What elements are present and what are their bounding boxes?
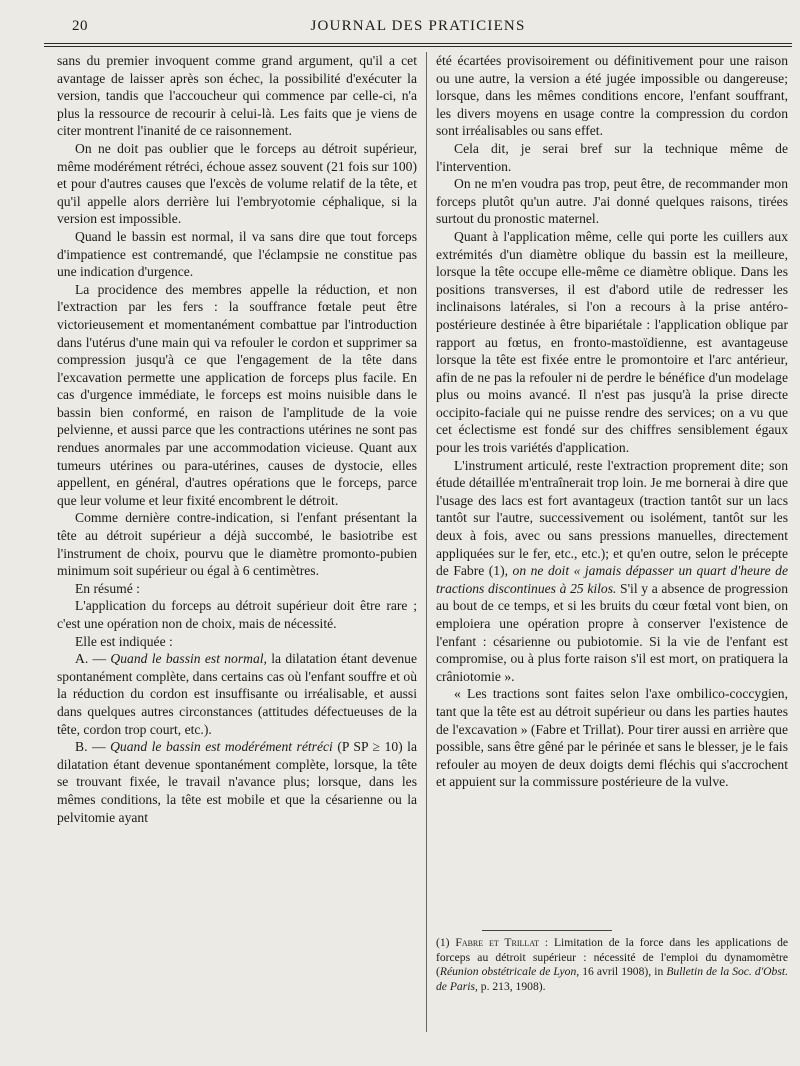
paragraph: L'application du forceps au détroit supérieur doit être rare ; c'est une opération non de choix, mais de nécessité.: [57, 598, 417, 631]
paragraph: Quant à l'application même, celle qui porte les cuillers aux extrémités d'un diamètre oblique du bassin est la meilleure, lorsque la tête occupe elle-même ce diamètre oblique. Dans les positions transverses, il est d'abord utile de redresser les inclinaisons latérales, si l'on a recours à la prise antéro-postérieure destinée à être bipariétale : l'application oblique par rapport au fœtus, en fronto-mastoïdienne, est avantageuse lorsque la tête est fixée entre le promontoire et l'arc antérieur, afin de ne pas la refouler ni de perdre le bénéfice d'un modelage plus ou moins avancé. Il n'est pas jusqu'à la prise directe occipito-faciale qui ne puisse rendre des services; on a vu que cet éclectisme est fondé sur des chiffres sensiblement égaux pour les trois variétés d'application.: [436, 228, 788, 456]
footnote-rule: [482, 930, 612, 931]
list-marker: B. —: [75, 739, 111, 755]
italic-quote: on ne doit « jamais dépasser un quart d'heure de tractions discontinues à 25 kilos.: [436, 563, 788, 596]
header-rule-bottom: [44, 46, 792, 47]
paragraph: « Les tractions sont faites selon l'axe ombilico-coccygien, tant que la tête est au détroit supérieur ou dans les parties hautes de l'excavation » (Fabre et Trillat). Pour tirer aussi en arrière que possible, sans être gêné par le périnée et sans le blesser, je le fais refouler au moyen de deux doigts demi fléchis qui s'accrochent et appuient sur la commissure postérieure de la vulve.: [436, 686, 788, 790]
paragraph-with-quote: [436, 457, 788, 686]
column-divider: [426, 52, 427, 1032]
right-column: [436, 52, 788, 791]
footnote-text: , p. 213, 1908).: [474, 979, 546, 993]
paragraph: On ne doit pas oublier que le forceps au détroit supérieur, même modérément rétréci, échoue assez souvent (21 fois sur 100) et pour d'autres causes que l'excès de volume relatif de la tête, et qu'il appelle alors derrière lui l'embryotomie céphalique, si la version est impossible.: [57, 140, 417, 227]
paragraph: En résumé :: [75, 580, 140, 596]
paragraph-text: L'instrument articulé, reste l'extraction proprement dite; son étude détaillée m'entraînerait trop loin. Je me bornerai à dire que l'usage des lacs est fort avantageux (traction tantôt sur un lacs tantôt sur l'autre, successivement ou isolément, tantôt sur les deux à fois, avec ou sans pressions manuelles, directement appliquées sur le fer, etc., etc.); et qu'en outre, selon le précepte de Fabre (1),: [436, 457, 788, 579]
paragraph-text: S'il y a absence de progression au bout de ce temps, et si les bruits du cœur fœtal vont bien, on emploiera une opération propre à conserver l'existence de l'enfant : césarienne ou pubiotomie. Si la vie de l'enfant est compromise, ou à plus forte raison s'il est mort, on pratiquera la crâniotomie ».: [436, 580, 788, 684]
footnote-text: , 16 avril 1908), in: [576, 965, 667, 979]
paragraph-text: (P SP ≥ 10) la dilatation étant devenue spontanément complète, lorsque, la tête se trouvant fixée, le travail n'avance plus; lorsque, dans les mêmes conditions, la tête est mobile et que la césarienne ou la pelvitomie ayant: [57, 739, 417, 825]
footnote-italic: Réunion obstétricale de Lyon: [439, 965, 577, 979]
italic-phrase: Quand le bassin est normal,: [110, 651, 267, 667]
paragraph: Quand le bassin est normal, il va sans dire que tout forceps d'impatience est contremandé, que l'éclampsie ne constitue pas une indication d'urgence.: [57, 228, 417, 280]
paragraph: La procidence des membres appelle la réduction, et non l'extraction par les fers : la souffrance fœtale peut être victorieusement et momentanément combattue par l'introduction dans l'utérus d'une main qui va refouler le cordon et supprimer sa compression jusqu'à ce que l'engagement de la tête dans l'excavation permette une application de forceps plus facile. En cas d'urgence immédiate, le forceps est moins nuisible dans le bassin bien conformé, en raison de l'amplitude de la voie pelvienne, et aussi parce que les contractions utérines ne sont pas rendues anormales par une accommodation vicieuse. Quant aux tumeurs utérines ou para-utérines, causes de dystocie, elles appellent, en général, d'autres opérations que le forceps, parce que leur volume et leur fixité encombrent le détroit.: [57, 281, 417, 508]
paragraph: On ne m'en voudra pas trop, peut être, de recommander mon forceps plutôt qu'un autre. J'ai donné quelques raisons, tirées surtout du pronostic maternel.: [436, 176, 788, 227]
paragraph-indication-b: [57, 738, 417, 826]
footnote-italic: Bulletin de la Soc. d'Obst. de Paris: [436, 965, 788, 993]
left-column: [57, 52, 417, 826]
paragraph: été écartées provisoirement ou définitivement pour une raison ou une autre, la version a été jugée impossible ou dangereuse; lorsque, dans les mêmes conditions encore, l'enfant souffrant, les divers moyens en usage contre la compression du cordon sont irréalisables ou sans effet.: [436, 53, 788, 139]
paragraph: sans du premier invoquent comme grand argument, qu'il a cet avantage de laisser après son échec, la possibilité d'exécuter la version, tandis que l'accoucheur qui commence par celle-ci, n'a plus la ressource de recourir à celui-là. Les faits que je viens de citer montrent l'inanité de ce raisonnement.: [57, 53, 417, 139]
page-header: [50, 18, 786, 38]
footnote-marker: (1): [436, 936, 456, 949]
italic-phrase: Quand le bassin est modérément rétréci: [110, 739, 333, 755]
footnote-authors: Fabre et Trillat: [455, 936, 540, 949]
paragraph: Cela dit, je serai bref sur la technique même de l'intervention.: [436, 140, 788, 174]
paragraph: Comme dernière contre-indication, si l'enfant présentant la tête au détroit supérieur a déjà succombé, le basiotribe est l'instrument de choix, pourvu que le diamètre promonto-pubien minimum soit supérieur ou égal à 6 centimètres.: [57, 510, 417, 579]
footnote-text: : Limitation de la force dans les applications de forceps au détroit supérieur : nécessité de l'emploi du dynamomètre (: [436, 936, 789, 979]
journal-title: JOURNAL DES PRATICIENS: [310, 18, 526, 34]
paragraph-indication-a: [57, 650, 417, 738]
paragraph: Elle est indiquée :: [75, 633, 173, 649]
footnote: [436, 936, 788, 994]
page-number: 20: [72, 18, 88, 34]
paragraph-text: la dilatation étant devenue spontanément complète, dans certains cas où l'enfant souffre et où la réduction du cordon est insuffisante ou irréalisable, et aussi dans quelques autres circonstances (attitudes défectueuses de la tête, cordon trop court, etc.).: [57, 651, 417, 737]
header-rule-top: [44, 43, 792, 44]
list-marker: A. —: [75, 651, 111, 667]
